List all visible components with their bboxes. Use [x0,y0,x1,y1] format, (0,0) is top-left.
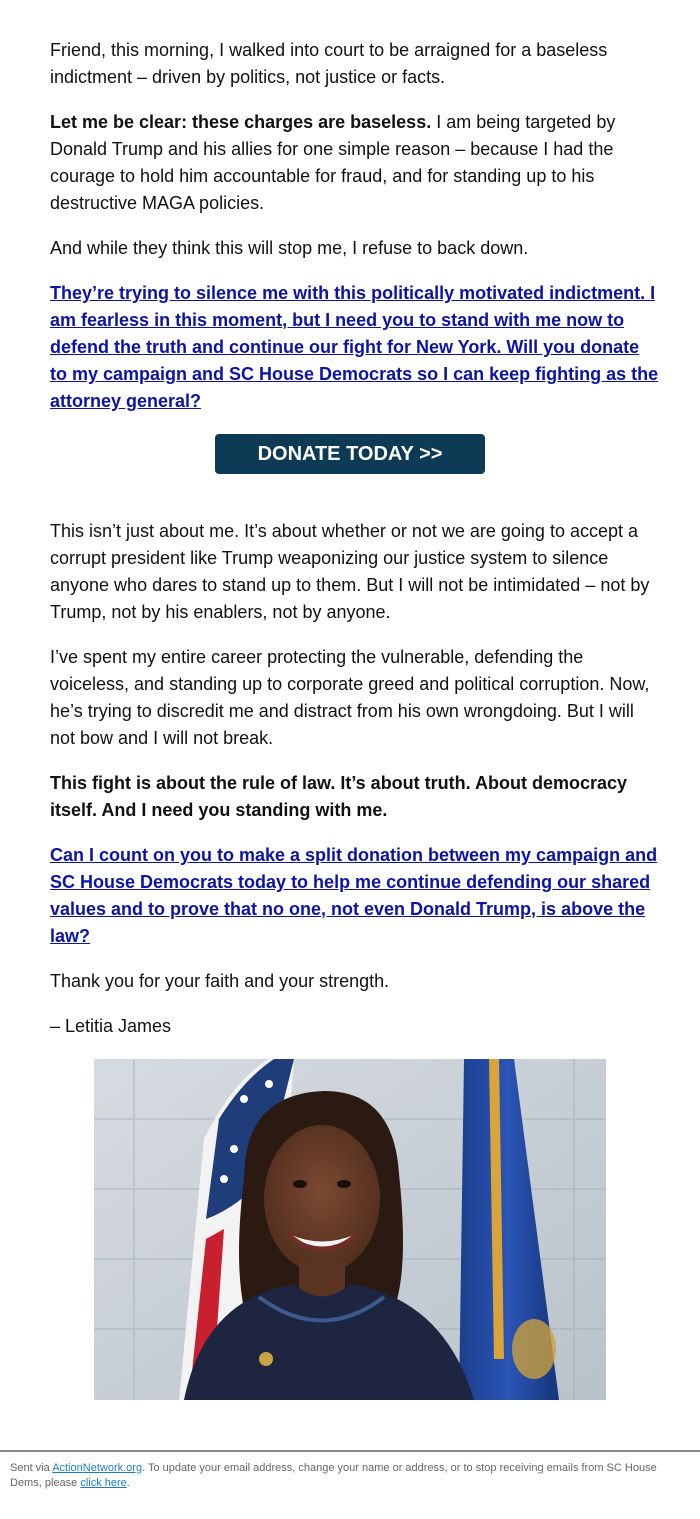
email-body-bottom [50,518,660,1058]
donate-appeal-link[interactable]: They’re trying to silence me with this politically motivated indictment. I am fearless in this moment, but I need you to stand with me now to defend the truth and continue our fight for New York. Will you donate to my campaign and SC House Democrats so I can keep fighting as the attorney general? [50,283,659,411]
split-donation-link[interactable]: Can I count on you to make a split donation between my campaign and SC House Democrats today to help me continue defending our shared values and to prove that no one, not even Donald Trump, is above the law? [50,845,658,946]
footer-middle-text: . To update your email address, change your name or address, or to stop receiving emails from SC House Dems, please [10,1462,657,1489]
footer-divider [0,1450,700,1452]
charges-paragraph [50,109,660,217]
cta-container [215,434,485,474]
charges-rest-text: I am being targeted by Donald Trump and his allies for one simple reason – because I had the courage to hold him accountable for fraud, and for standing up to his destructive MAGA policies. [50,112,616,213]
portrait-illustration [94,1059,606,1400]
refuse-paragraph: And while they think this will stop me, I refuse to back down. [50,238,529,258]
unsubscribe-click-here-link[interactable]: click here [80,1477,127,1489]
portrait-photo [94,1059,606,1400]
split-donation-paragraph [50,842,660,950]
charges-bold-text: Let me be clear: these charges are baseless. [50,112,432,132]
footer-suffix: . [126,1477,130,1489]
email-body-top [50,37,660,433]
footer [10,1461,690,1491]
donate-today-button[interactable]: DONATE TODAY >> [215,434,485,474]
signature: – Letitia James [50,1016,172,1036]
donate-link-paragraph [50,280,660,415]
rule-of-law-paragraph: This fight is about the rule of law. It’s about truth. About democracy itself. And I need you standing with me. [50,773,628,820]
intro-paragraph: Friend, this morning, I walked into court to be arraigned for a baseless indictment – driven by politics, not justice or facts. [50,40,608,87]
career-paragraph: I’ve spent my entire career protecting the vulnerable, defending the voiceless, and standing up to corporate greed and political corruption. Now, he’s trying to discredit me and distract from his own wrongdoing. But I will not bow and I will not break. [50,647,650,748]
not-about-me-paragraph: This isn’t just about me. It’s about whether or not we are going to accept a corrupt president like Trump weaponizing our justice system to silence anyone who dares to stand up to them. But I will not be intimidated – not by Trump, not by his enablers, not by anyone. [50,521,650,622]
footer-prefix: Sent via [10,1462,53,1474]
thank-you-paragraph: Thank you for your faith and your strength. [50,971,390,991]
actionnetwork-link[interactable]: ActionNetwork.org [52,1462,143,1474]
